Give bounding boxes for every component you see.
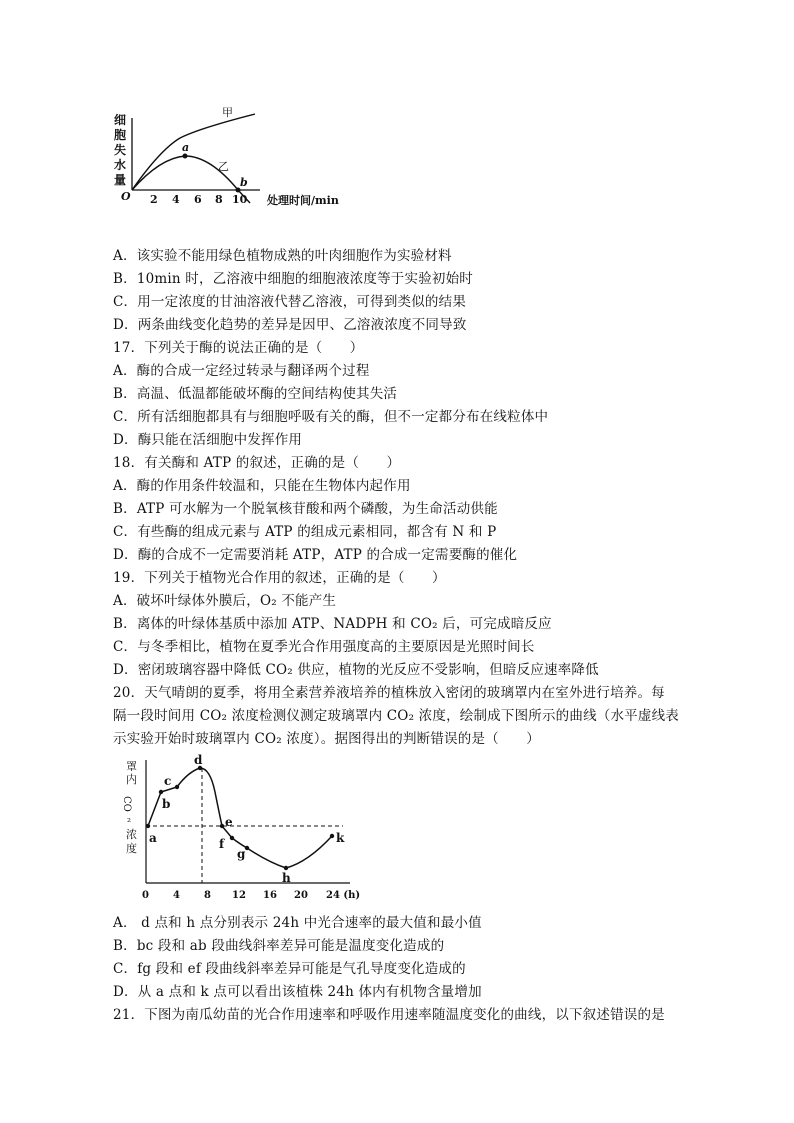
fig1-ylabel-3: 失: [114, 143, 127, 157]
fig2-xtick: 0: [142, 890, 149, 901]
fig1-xtick: 8: [215, 193, 223, 206]
q16-option-a: A．该实验不能用绿色植物成熟的叶肉细胞作为实验材料: [113, 248, 452, 264]
q19-option-a: A．破坏叶绿体外膜后，O₂ 不能产生: [113, 593, 337, 609]
fig2-point-e: [220, 824, 224, 828]
point-a-label: a: [182, 141, 190, 154]
q20-stem-line-2: 隔一段时间用 CO₂ 浓度检测仪测定玻璃罩内 CO₂ 浓度，绘制成下图所示的曲线（水平虚线表: [113, 708, 679, 724]
fig2-xtick: 24 (h): [326, 890, 361, 901]
fig2-point-c: [175, 785, 179, 789]
fig2-xtick: 4: [173, 890, 180, 901]
fig1-xtick: 6: [194, 193, 202, 206]
fig2-label-k: k: [336, 831, 345, 845]
fig2-label-c: c: [164, 774, 172, 788]
fig2-xtick: 12: [232, 890, 246, 901]
fig1-ylabel-2: 胞: [114, 128, 127, 142]
fig2-ylabel-1: 罩: [126, 760, 137, 773]
q17-option-a: A．酶的合成一定经过转录与翻译两个过程: [113, 363, 370, 379]
fig1-ylabel-1: 细: [114, 113, 127, 127]
q16-option-c: C．用一定浓度的甘油溶液代替乙溶液，可得到类似的结果: [113, 294, 467, 310]
q18-option-b: B．ATP 可水解为一个脱氧核苷酸和两个磷酸，为生命活动供能: [113, 501, 498, 517]
fig2-label-e: e: [225, 815, 233, 829]
fig2-point-f: [230, 836, 234, 840]
q19-option-d: D．密闭玻璃容器中降低 CO₂ 供应，植物的光反应不受影响，但暗反应速率降低: [113, 662, 599, 678]
q16-option-b: B．10min 时，乙溶液中细胞的细胞液浓度等于实验初始时: [113, 271, 474, 287]
q17-option-d: D．酶只能在活细胞中发挥作用: [113, 432, 303, 448]
q20-option-a: A． d 点和 h 点分别表示 24h 中光合速率的最大值和最小值: [113, 915, 482, 931]
fig2-point-g: [245, 846, 249, 850]
fig2-ylabel-3: CO: [121, 796, 132, 812]
q17-option-b: B．高温、低温都能破坏酶的空间结构使其失活: [113, 386, 398, 402]
fig2-label-a: a: [149, 831, 157, 845]
q20-stem-line-3: 示实验开始时玻璃罩内 CO₂ 浓度）。据图得出的判断错误的是（ ）: [113, 731, 540, 747]
curve-jia-label: 甲: [222, 106, 233, 119]
fig2-label-g: g: [237, 847, 246, 861]
fig1-xtick: 4: [172, 193, 180, 206]
fig2-xtick: 16: [263, 890, 277, 901]
fig2-label-b: b: [162, 797, 171, 811]
fig2-point-b: [159, 790, 163, 794]
fig2-ylabel-4: ₂: [127, 814, 132, 825]
q20-option-b: B．bc 段和 ab 段曲线斜率差异可能是温度变化造成的: [113, 938, 445, 954]
q18-option-a: A．酶的作用条件较温和，只能在生物体内起作用: [113, 478, 411, 494]
fig1-ylabel-4: 水: [114, 158, 127, 172]
fig1-xlabel: 处理时间/min: [267, 194, 339, 207]
fig2-label-h: h: [282, 871, 291, 885]
q21-stem: 21．下图为南瓜幼苗的光合作用速率和呼吸作用速率随温度变化的曲线，以下叙述错误的是: [113, 1007, 665, 1023]
curve-yi-label: 乙: [218, 160, 229, 173]
q17-option-c: C．所有活细胞都具有与细胞呼吸有关的酶，但不一定都分布在线粒体中: [113, 409, 549, 425]
fig2-label-d: d: [194, 753, 203, 767]
fig2-xtick: 8: [204, 890, 211, 901]
figure-co2-curve: [118, 752, 368, 904]
fig1-xtick: 2: [150, 193, 158, 206]
figure-water-loss: [110, 100, 370, 215]
q18-option-d: D．酶的合成不一定需要消耗 ATP，ATP 的合成一定需要酶的催化: [113, 547, 518, 563]
q17-stem: 17．下列关于酶的说法正确的是（ ）: [113, 340, 364, 356]
fig1-xtick: 10: [232, 193, 248, 206]
fig2-xtick: 20: [294, 890, 308, 901]
q19-stem: 19．下列关于植物光合作用的叙述，正确的是（ ）: [113, 570, 446, 586]
q20-option-d: D．从 a 点和 k 点可以看出该植株 24h 体内有机物含量增加: [113, 984, 482, 1000]
fig2-point-k: [330, 834, 334, 838]
fig2-ylabel-6: 度: [126, 842, 137, 855]
q20-option-c: C．fg 段和 ef 段曲线斜率差异可能是气孔导度变化造成的: [113, 961, 466, 977]
fig2-point-h: [284, 866, 288, 870]
fig2-label-f: f: [219, 837, 225, 851]
point-b-label: b: [240, 176, 248, 189]
fig2-ylabel-5: 浓: [126, 828, 137, 841]
curve-jia: [132, 114, 255, 190]
q18-option-c: C．有些酶的组成元素与 ATP 的组成元素相同，都含有 N 和 P: [113, 524, 497, 540]
fig2-ylabel-2: 内: [126, 773, 137, 786]
fig2-point-a: [146, 824, 150, 828]
q16-option-d: D．两条曲线变化趋势的差异是因甲、乙溶液浓度不同导致: [113, 317, 467, 333]
q20-stem-line-1: 20．天气晴朗的夏季，将用全素营养液培养的植株放入密闭的玻璃罩内在室外进行培养。每: [113, 685, 665, 701]
q19-option-b: B．离体的叶绿体基质中添加 ATP、NADPH 和 CO₂ 后，可完成暗反应: [113, 616, 552, 632]
q18-stem: 18．有关酶和 ATP 的叙述，正确的是（ ）: [113, 455, 401, 471]
fig1-origin: O: [121, 190, 131, 203]
fig1-ylabel-5: 量: [114, 173, 127, 187]
point-a: [183, 154, 188, 159]
q19-option-c: C．与冬季相比，植物在夏季光合作用强度高的主要原因是光照时间长: [113, 639, 535, 655]
